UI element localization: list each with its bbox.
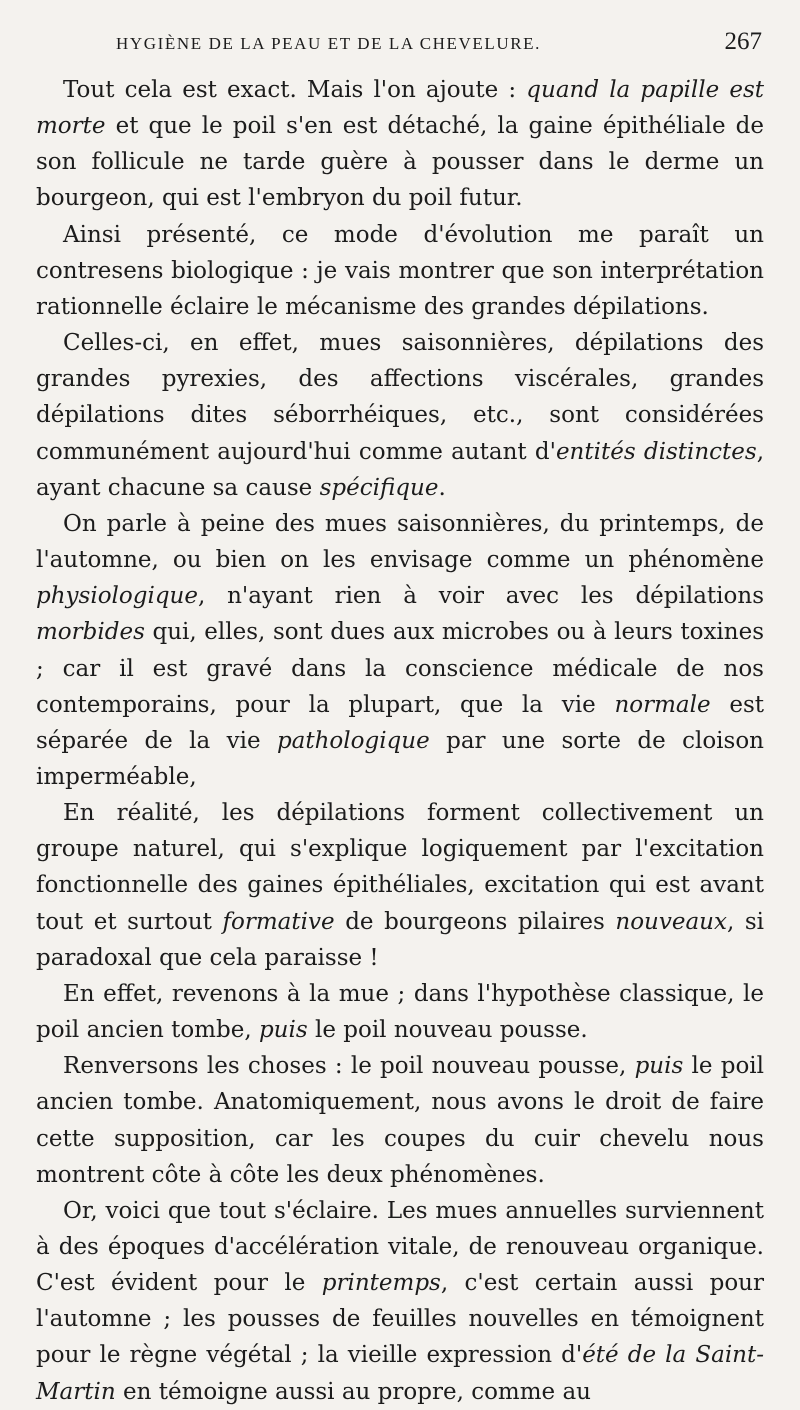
paragraph-5 bbox=[36, 795, 764, 976]
text-run: Tout cela est exact. Mais l'on ajoute : bbox=[63, 77, 527, 103]
page-number: 267 bbox=[724, 28, 762, 55]
text-run: Or, voici que tout s'éclaire. Les mues annuelles surviennent à des époques d'accélération vitale, de renouveau organique. C'est évident pour le bbox=[36, 1197, 764, 1297]
text-run: le poil ancien tombe. Anatomiquement, nous avons le droit de faire cette supposition, car les coupes du cuir chevelu nous montrent côte à côte les deux phénomènes. bbox=[36, 1053, 765, 1188]
text-run: de bourgeons pilaires bbox=[334, 908, 616, 935]
text-run: est séparée de la vie bbox=[36, 691, 764, 754]
italic-run: printemps bbox=[321, 1270, 441, 1297]
paragraph-1 bbox=[36, 72, 764, 217]
text-run: Celles-ci, en effet, mues saisonnières, dépilations des grandes pyrexies, des affections viscérales, grandes dépilations dites séborrhéiques, etc., sont considérées communément aujourd'hui comme autant d' bbox=[36, 330, 764, 465]
text-run: le poil nouveau pousse. bbox=[307, 1017, 588, 1044]
text-run: En réalité, les dépilations forment collectivement un groupe naturel, qui s'explique logiquement par l'excitation fonctionnelle des gaines épithéliales, excitation qui est avant tout et surtout bbox=[36, 800, 764, 935]
italic-run: été de la Saint-Martin bbox=[36, 1342, 765, 1405]
paragraph-2 bbox=[36, 217, 764, 325]
page-header bbox=[60, 28, 762, 68]
text-run: , n'ayant rien à voir avec les dépilations bbox=[197, 583, 764, 610]
italic-run: puis bbox=[634, 1053, 684, 1080]
text-run: et que le poil s'en est détaché, la gaine épithéliale de son follicule ne tarde guère à pousser dans le derme un bourgeon, qui est l'embryon du poil futur. bbox=[36, 113, 764, 212]
italic-run: pathologique bbox=[276, 727, 430, 754]
text-run: En effet, revenons à la mue ; dans l'hypothèse classique, le poil ancien tombe, bbox=[36, 980, 764, 1044]
italic-run: formative bbox=[222, 908, 335, 935]
paragraph-7 bbox=[36, 1048, 764, 1193]
text-run: qui, elles, sont dues aux microbes ou à leurs toxines ; car il est gravé dans la conscience médicale de nos contemporains, pour la plupart, que la vie bbox=[36, 619, 764, 718]
paragraph-4 bbox=[36, 506, 764, 795]
paragraph-3 bbox=[36, 325, 764, 506]
text-run: Ainsi présenté, ce mode d'évolution me paraît un contresens biologique : je vais montrer que son interprétation rationnelle éclaire le mécanisme des grandes dépilations. bbox=[36, 221, 764, 320]
italic-run: quand la papille est morte bbox=[36, 77, 765, 140]
text-run: On parle à peine des mues saisonnières, du printemps, de l'automne, ou bien on les envisage comme un phénomène bbox=[36, 510, 764, 574]
body-text bbox=[36, 72, 764, 1410]
italic-run: physiologique bbox=[36, 583, 198, 610]
paragraph-8 bbox=[36, 1193, 764, 1410]
text-run: , ayant chacune sa cause bbox=[36, 438, 765, 501]
text-run: par une sorte de cloison imperméable, bbox=[36, 727, 764, 790]
italic-run: spécifique bbox=[319, 474, 439, 501]
text-run: . bbox=[438, 474, 446, 501]
text-run: en témoigne aussi au propre, comme au bbox=[115, 1378, 591, 1405]
text-run: Renversons les choses : le poil nouveau pousse, bbox=[63, 1053, 635, 1080]
italic-run: entités distinctes bbox=[555, 438, 757, 465]
italic-run: normale bbox=[614, 691, 711, 718]
text-run: , c'est certain aussi pour l'automne ; les pousses de feuilles nouvelles en témoignent pour le règne végétal ; la vieille expression d' bbox=[36, 1270, 764, 1369]
running-head: HYGIÈNE DE LA PEAU ET DE LA CHEVELURE. bbox=[116, 34, 542, 53]
italic-run: nouveaux bbox=[615, 908, 727, 935]
italic-run: puis bbox=[258, 1017, 308, 1044]
italic-run: morbides bbox=[36, 619, 145, 646]
text-run: , si paradoxal que cela paraisse ! bbox=[36, 908, 765, 971]
paragraph-6 bbox=[36, 976, 764, 1048]
